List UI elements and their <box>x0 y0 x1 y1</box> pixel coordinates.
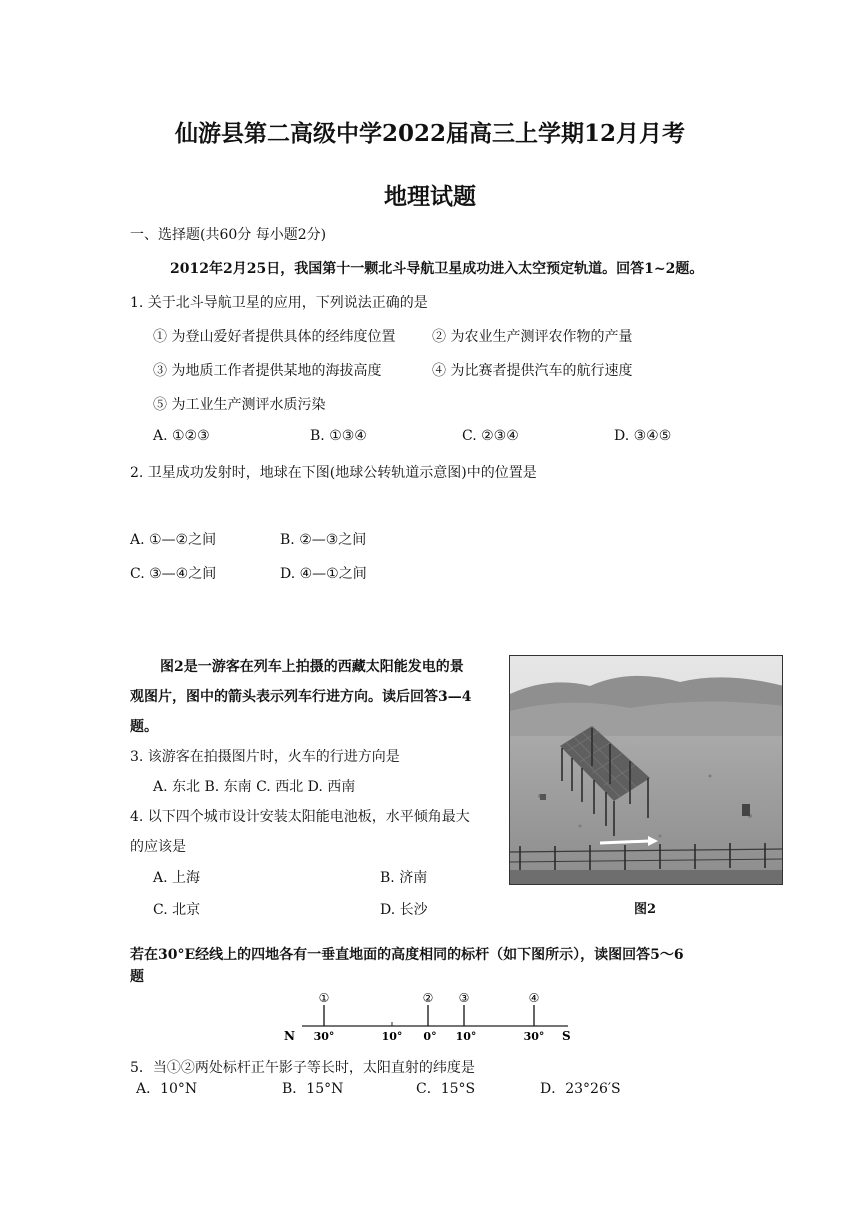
question-2-stem: 2. 卫星成功发射时，地球在下图(地球公转轨道示意图)中的位置是 <box>130 465 537 481</box>
q5-option-b: B．15°N <box>282 1081 344 1097</box>
question-3-stem: 3. 该游客在拍摄图片时，火车的行进方向是 <box>130 749 400 765</box>
figure-2-caption: 图2 <box>634 902 657 917</box>
tick-label-30s: 30° <box>523 1030 545 1043</box>
q4-option-c: C. 北京 <box>153 902 201 918</box>
q1-option-c: C. ②③④ <box>462 428 519 444</box>
tick-label-0: 0° <box>423 1030 437 1043</box>
q5-option-d: D．23°26′S <box>540 1081 621 1097</box>
q4-option-a: A. 上海 <box>153 870 201 886</box>
tick-label-10n: 10° <box>381 1030 403 1043</box>
north-label: N <box>284 1029 295 1043</box>
intro-tibet-line-1: 图2是一游客在列车上拍摄的西藏太阳能发电的景 <box>160 659 464 675</box>
tick-label-30n: 30° <box>313 1030 335 1043</box>
q1-option-a: A. ①②③ <box>153 428 210 444</box>
tick-label-10s: 10° <box>455 1030 477 1043</box>
intro-poles-line-1: 若在30°E经线上的四地各有一垂直地面的高度相同的标杆（如下图所示），读图回答5～6 <box>130 947 684 963</box>
question-4-stem-line-1: 4. 以下四个城市设计安装太阳能电池板，水平倾角最大 <box>130 809 470 825</box>
q5-option-a: A．10°N <box>136 1081 198 1097</box>
q4-option-d: D. 长沙 <box>380 902 428 918</box>
q1-option-b: B. ①③④ <box>310 428 367 444</box>
q2-option-a: A. ①—②之间 <box>130 532 217 548</box>
q3-options: A. 东北 B. 东南 C. 西北 D. 西南 <box>153 779 356 795</box>
q1-statement-2: ② 为农业生产测评农作物的产量 <box>432 329 633 345</box>
q4-option-b: B. 济南 <box>380 870 428 886</box>
page-subtitle: 地理试题 <box>384 183 476 210</box>
question-4-stem-line-2: 的应该是 <box>130 839 186 855</box>
q1-statement-5: ⑤ 为工业生产测评水质污染 <box>153 397 326 413</box>
pole-4-label: ④ <box>528 991 540 1005</box>
intro-beidou: 2012年2月25日，我国第十一颗北斗导航卫星成功进入太空预定轨道。回答1~2题。 <box>170 261 704 277</box>
south-label: S <box>562 1029 571 1043</box>
q1-statement-3: ③ 为地质工作者提供某地的海拔高度 <box>153 363 382 379</box>
page-title: 仙游县第二高级中学2022届高三上学期12月月考 <box>174 120 686 147</box>
q2-option-d: D. ④—①之间 <box>280 566 367 582</box>
intro-tibet-line-3: 题。 <box>130 719 158 735</box>
pole-3-label: ③ <box>458 991 470 1005</box>
question-5-stem: 5．当①②两处标杆正午影子等长时，太阳直射的纬度是 <box>130 1060 475 1076</box>
q1-statement-4: ④ 为比赛者提供汽车的航行速度 <box>432 363 633 379</box>
pole-2-label: ② <box>422 991 434 1005</box>
q1-option-d: D. ③④⑤ <box>614 428 672 444</box>
q2-option-c: C. ③—④之间 <box>130 566 217 582</box>
pole-1-label: ① <box>318 991 330 1005</box>
intro-poles-line-2: 题 <box>130 969 144 985</box>
q2-option-b: B. ②—③之间 <box>280 532 367 548</box>
q1-statement-1: ① 为登山爱好者提供具体的经纬度位置 <box>153 329 396 345</box>
intro-tibet-line-2: 观图片，图中的箭头表示列车行进方向。读后回答3—4 <box>130 689 472 705</box>
latitude-pole-diagram <box>280 988 580 1046</box>
tibet-solar-photo <box>509 655 783 885</box>
q5-option-c: C．15°S <box>416 1081 476 1097</box>
question-1-stem: 1. 关于北斗导航卫星的应用，下列说法正确的是 <box>130 295 428 311</box>
section-heading: 一、选择题(共60分 每小题2分) <box>130 227 327 243</box>
